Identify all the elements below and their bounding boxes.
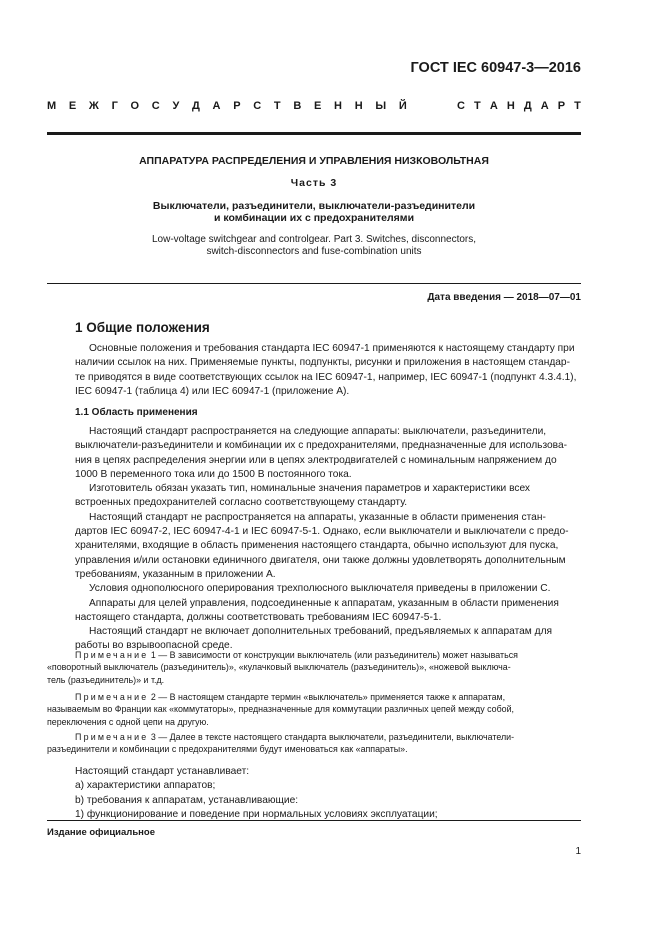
scope-text xyxy=(75,425,581,654)
list-item: 1) функционирование и поведение при нормальных условиях эксплуатации; xyxy=(75,808,438,820)
note-label: Примечание xyxy=(75,650,149,660)
banner-letter: Е xyxy=(314,100,322,112)
banner-letter: Ж xyxy=(88,100,99,112)
document-subtitle xyxy=(47,200,581,224)
text-line: ния в цепях распределения энергии или в цепях электродвигателей с номинальным напряжением до xyxy=(75,454,557,466)
banner-letter: А xyxy=(212,100,221,112)
banner-letter: Р xyxy=(557,100,566,112)
subsection-heading: 1.1 Область применения xyxy=(75,407,198,418)
text-line: выключатели-разъединители и комбинации их с предохранителями, предназначенные для использова- xyxy=(75,440,568,452)
general-paragraph xyxy=(75,342,581,399)
text-line: настоящего стандарта, должны соответствовать требованиям IEC 60947-5-1. xyxy=(75,611,442,623)
note-number: 1 xyxy=(150,650,156,660)
text-line: наличии ссылок на них. Применяемые пункты, подпункты, рисунки и приложения в настоящем стандар- xyxy=(75,357,570,369)
banner-letter: Ы xyxy=(375,100,387,112)
list-intro: Настоящий стандарт устанавливает: xyxy=(75,766,250,777)
section-heading: 1 Общие положения xyxy=(75,320,210,335)
note-text: — В настоящем стандарте термин «выключатель» применяется также к аппаратам, xyxy=(158,692,506,702)
list-item: b) требования к аппаратам, устанавливающие: xyxy=(75,794,299,806)
note-line: называемым во Франции как «коммутаторы», предназначенные для коммутации различных цепей между собой, xyxy=(47,704,515,715)
note-1 xyxy=(47,649,581,686)
text-line: Аппараты для целей управления, подсоединенные к аппаратам, указанным в области применения xyxy=(89,597,559,609)
banner-letter: Т xyxy=(574,100,581,112)
text-line: хранителями, входящие в область применения настоящего стандарта, обычно используют для пуска, xyxy=(75,540,559,552)
text-line: IEC 60947-1 (таблица 4) или IEC 60947-1 (приложение А). xyxy=(75,385,350,397)
text-line: Настоящий стандарт не включает дополнительных требований, предъявляемых к аппаратам для xyxy=(89,626,553,638)
establishes-list xyxy=(75,765,581,822)
standard-code: ГОСТ IEC 60947-3—2016 xyxy=(410,60,581,76)
banner-letter: Е xyxy=(68,100,77,112)
banner-letter: Д xyxy=(523,100,532,112)
banner-letter: Н xyxy=(334,100,342,112)
banner-letter: Н xyxy=(506,100,515,112)
text-line: Настоящий стандарт не распространяется на аппараты, указанные в области применения стан- xyxy=(89,511,546,523)
banner-letter: С xyxy=(457,100,465,112)
part-number: Часть 3 xyxy=(290,177,338,189)
text-line: встроенных предохранителей согласно соответствующему стандарту. xyxy=(75,497,408,509)
note-label: Примечание xyxy=(75,692,149,702)
banner-letter: С xyxy=(151,100,160,112)
subtitle-line: Выключатели, разъединители, выключатели-разъединители xyxy=(152,200,476,212)
subtitle-line: и комбинации их с предохранителями xyxy=(213,212,415,224)
text-line: работы во взрывоопасной среде. xyxy=(75,640,233,652)
note-number: 2 xyxy=(150,692,156,702)
text-line: требованиям, указанным в приложении А. xyxy=(75,568,276,580)
note-text: — Далее в тексте настоящего стандарта выключатели, разъединители, выключатели- xyxy=(158,732,515,742)
banner-letter: М xyxy=(47,100,57,112)
text-line: Настоящий стандарт распространяется на следующие аппараты: выключатели, разъединители, xyxy=(89,426,547,437)
interstate-standard-banner xyxy=(47,100,581,112)
banner-letter: Г xyxy=(111,100,118,112)
note-line: переключения с одной цепи на другую. xyxy=(47,716,209,727)
banner-letter: А xyxy=(540,100,549,112)
interstate-word xyxy=(47,100,407,112)
footer-divider xyxy=(47,820,581,821)
text-line: Условия однополюсного оперирования трехполюсного выключателя приведены в приложении С. xyxy=(89,583,551,595)
introduction-date: Дата введения — 2018—07—01 xyxy=(427,292,581,303)
banner-letter: Т xyxy=(273,100,281,112)
note-2 xyxy=(47,691,581,728)
list-item: a) характеристики аппаратов; xyxy=(75,780,216,792)
text-line: управления и/или остановки единичного двигателя, они также должны удовлетворять дополнительным xyxy=(75,554,566,566)
document-title: АППАРАТУРА РАСПРЕДЕЛЕНИЯ И УПРАВЛЕНИЯ НИЗКОВОЛЬТНАЯ xyxy=(139,155,489,167)
page-number: 1 xyxy=(575,846,581,857)
english-title-line: Low-voltage switchgear and controlgear. Part 3. Switches, disconnectors, xyxy=(151,234,477,245)
thick-divider xyxy=(47,132,581,135)
banner-letter: О xyxy=(130,100,140,112)
text-line: Изготовитель обязан указать тип, номинальные значения параметров и характеристики всех xyxy=(89,483,531,495)
note-first-line xyxy=(47,649,581,661)
text-line: Основные положения и требования стандарта IEC 60947-1 применяются к настоящему стандарту при xyxy=(89,343,575,354)
note-line: разъединители и комбинации с предохранителями будут именоваться как «аппараты». xyxy=(47,744,408,755)
banner-letter: А xyxy=(489,100,498,112)
banner-letter: Н xyxy=(354,100,363,112)
thin-divider xyxy=(47,283,581,284)
banner-letter: У xyxy=(172,100,180,112)
note-label: Примечание xyxy=(75,732,149,742)
text-line: дартов IEC 60947-2, IEC 60947-4-1 и IEC 60947-5-1. Однако, если выключатели и выключатели с предо- xyxy=(75,526,569,538)
text-line: те приводятся в виде соответствующих ссылок на IEC 60947-1, например, IEC 60947-1 (подпункт 4.3.4.1), xyxy=(75,371,577,383)
note-text: — В зависимости от конструкции выключатель (или разъединитель) может называться xyxy=(158,650,518,660)
note-number: 3 xyxy=(150,732,156,742)
banner-letter: Р xyxy=(233,100,241,112)
banner-letter: В xyxy=(293,100,302,112)
note-line: «поворотный выключатель (разъединитель)», «кулачковый выключатель (разъединитель)», «ножевой выключа- xyxy=(47,662,511,673)
official-edition-label: Издание официальное xyxy=(47,827,155,838)
banner-letter: Й xyxy=(398,100,407,112)
note-first-line xyxy=(47,691,581,703)
note-3 xyxy=(47,731,581,756)
banner-letter: Д xyxy=(192,100,200,112)
banner-letter: Т xyxy=(474,100,481,112)
note-first-line xyxy=(47,731,581,743)
standard-word xyxy=(457,100,581,112)
english-title xyxy=(47,234,581,258)
banner-letter: С xyxy=(253,100,262,112)
english-title-line: switch-disconnectors and fuse-combination units xyxy=(206,246,422,257)
note-line: тель (разъединитель)» и т.д. xyxy=(47,674,165,685)
text-line: 1000 В переменного тока или до 1500 В постоянного тока. xyxy=(75,468,352,480)
